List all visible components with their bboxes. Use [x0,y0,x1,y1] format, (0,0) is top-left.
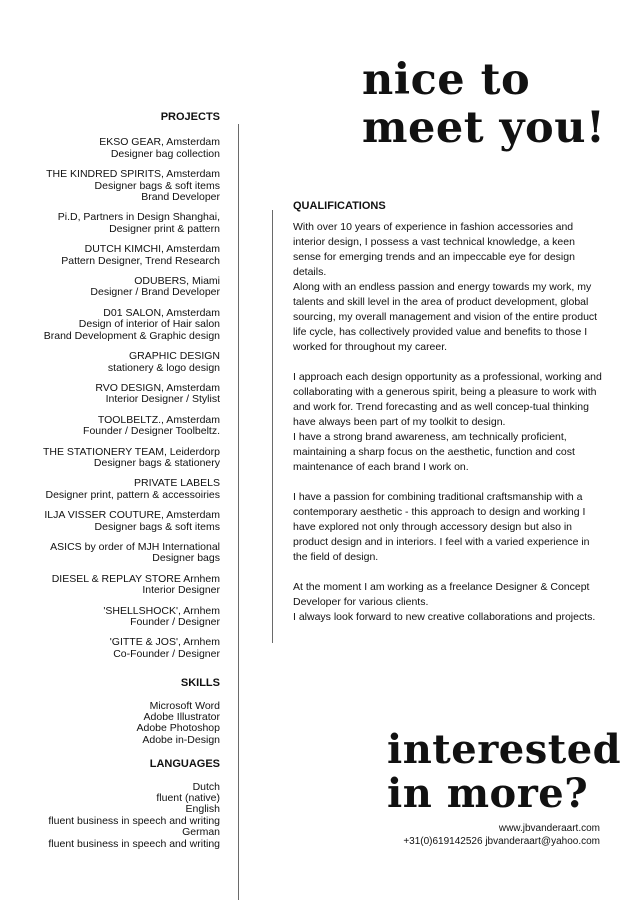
project-item [20,478,220,501]
project-role: stationery & logo design [107,361,220,374]
project-role: Designer bag collection [110,147,220,160]
project-role: Designer bags & soft items [94,520,220,533]
skill-item: Microsoft Word [149,699,220,712]
language-name: German [182,826,220,839]
project-role: Founder / Designer Toolbeltz. [83,425,220,438]
left-column [20,112,220,850]
hero-greeting-line-1: nice to [362,55,531,105]
project-name: DIESEL & REPLAY STORE Arnhem [51,572,220,585]
project-item [20,169,220,203]
project-name: EKSO GEAR, Amsterdam [99,136,220,149]
skill-item: Adobe Illustrator [143,711,220,724]
skill-item: Adobe in-Design [142,733,220,746]
hero-prompt-line-2: in more? [387,770,589,817]
project-item [20,447,220,470]
hero-greeting [362,56,605,152]
project-name: DUTCH KIMCHI, Amsterdam [84,243,220,256]
project-role: Pattern Designer, Trend Research [61,254,220,267]
languages-title: LANGUAGES [149,758,220,771]
hero-prompt-line-1: interested [387,726,622,773]
qualification-paragraph: At the moment I am working as a freelance Designer & Concept Developer for various clients. I always look forward to new creative collaborations and projects. [293,581,596,623]
language-level: fluent (native) [156,792,220,805]
project-item [20,212,220,235]
project-role: Designer print & pattern [109,222,220,235]
project-role: Designer bags & stationery [93,456,220,469]
qualification-paragraph: I approach each design opportunity as a professional, working and collaborating with a generous spirit, being a pleasure to work with and work for. Trend forecasting and as well concep-tual thinking have always been part of my toolkit to design. I have a strong brand awareness, am technically proficient, maintaining a sharp focus on the aesthetic, function and cost maintenance of each brand I work on. [293,371,602,473]
projects-title: PROJECTS [160,111,220,123]
qualifications-divider [272,210,273,643]
qualifications-section [293,199,605,640]
language-level: fluent business in speech and writing [48,814,220,827]
languages-list [20,782,220,850]
language-level: fluent business in speech and writing [48,837,220,850]
left-divider [238,124,239,900]
project-name: ODUBERS, Miami [134,275,220,288]
project-role: Interior Designer / Stylist [105,393,220,406]
projects-list [20,137,220,660]
project-name: Pi.D, Partners in Design Shanghai, [57,211,220,224]
hero-greeting-line-2: meet you! [362,103,606,153]
project-name: TOOLBELTZ., Amsterdam [97,413,220,426]
project-name: ASICS by order of MJH International [50,540,220,553]
project-role: Brand Developer [141,191,220,204]
project-name: THE KINDRED SPIRITS, Amsterdam [46,168,220,181]
hero-contact-prompt [387,728,621,816]
project-item [20,308,220,342]
project-name: GRAPHIC DESIGN [128,350,220,363]
project-role: Brand Development & Graphic design [43,329,220,342]
project-role: Designer bags & soft items [94,179,220,192]
qualifications-body [293,220,605,625]
skill-item: Adobe Photoshop [136,722,220,735]
project-item [20,637,220,660]
website-link[interactable]: www.jbvanderaart.com [498,823,600,834]
skills-list [20,701,220,747]
qualification-paragraph: I have a passion for combining traditional craftsmanship with a contemporary aesthetic - this approach to design and working I have explored not only through accessory design but also in product design and in interiors. I feel with a varied experience in the field of design. [293,491,590,563]
project-item [20,244,220,267]
project-name: 'GITTE & JOS', Arnhem [109,636,220,649]
project-item [20,415,220,438]
project-role: Founder / Designer [130,616,220,628]
project-name: THE STATIONERY TEAM, Leiderdorp [42,445,220,458]
project-name: ILJA VISSER COUTURE, Amsterdam [44,509,220,522]
project-name: 'SHELLSHOCK', Arnhem [103,604,220,617]
project-role: Co-Founder / Designer [113,647,220,660]
project-role: Interior Designer [142,584,220,597]
project-item [20,542,220,565]
project-item [20,606,220,629]
project-item [20,276,220,299]
language-name: Dutch [192,780,220,793]
qualification-paragraph: With over 10 years of experience in fashion accessories and interior design, I possess a vast technical knowledge, a keen sense for emerging trends and an impeccable eye for design details. Along with an endless passion and energy towards my work, my talents and skill level in the area of product development, global sourcing, my overall management and vision of the entire product life cycle, has collectively provided value and benefits to those I worked for throughout my career. [293,221,598,353]
project-role: Designer print, pattern & accessoiries [45,488,220,501]
qualifications-title: QUALIFICATIONS [293,200,386,212]
phone-email[interactable]: +31(0)619142526 jbvanderaart@yahoo.com [403,836,600,847]
skills-title: SKILLS [180,677,220,690]
project-item [20,383,220,406]
project-role: Design of interior of Hair salon [78,318,220,331]
project-item [20,137,220,160]
language-name: English [185,803,220,816]
project-item [20,351,220,374]
project-item [20,574,220,597]
project-name: PRIVATE LABELS [134,477,220,490]
project-name: D01 SALON, Amsterdam [103,306,220,319]
project-name: RVO DESIGN, Amsterdam [95,381,220,394]
project-item [20,510,220,533]
project-role: Designer / Brand Developer [90,286,220,299]
contact-info [360,822,600,848]
project-role: Designer bags [152,552,220,565]
